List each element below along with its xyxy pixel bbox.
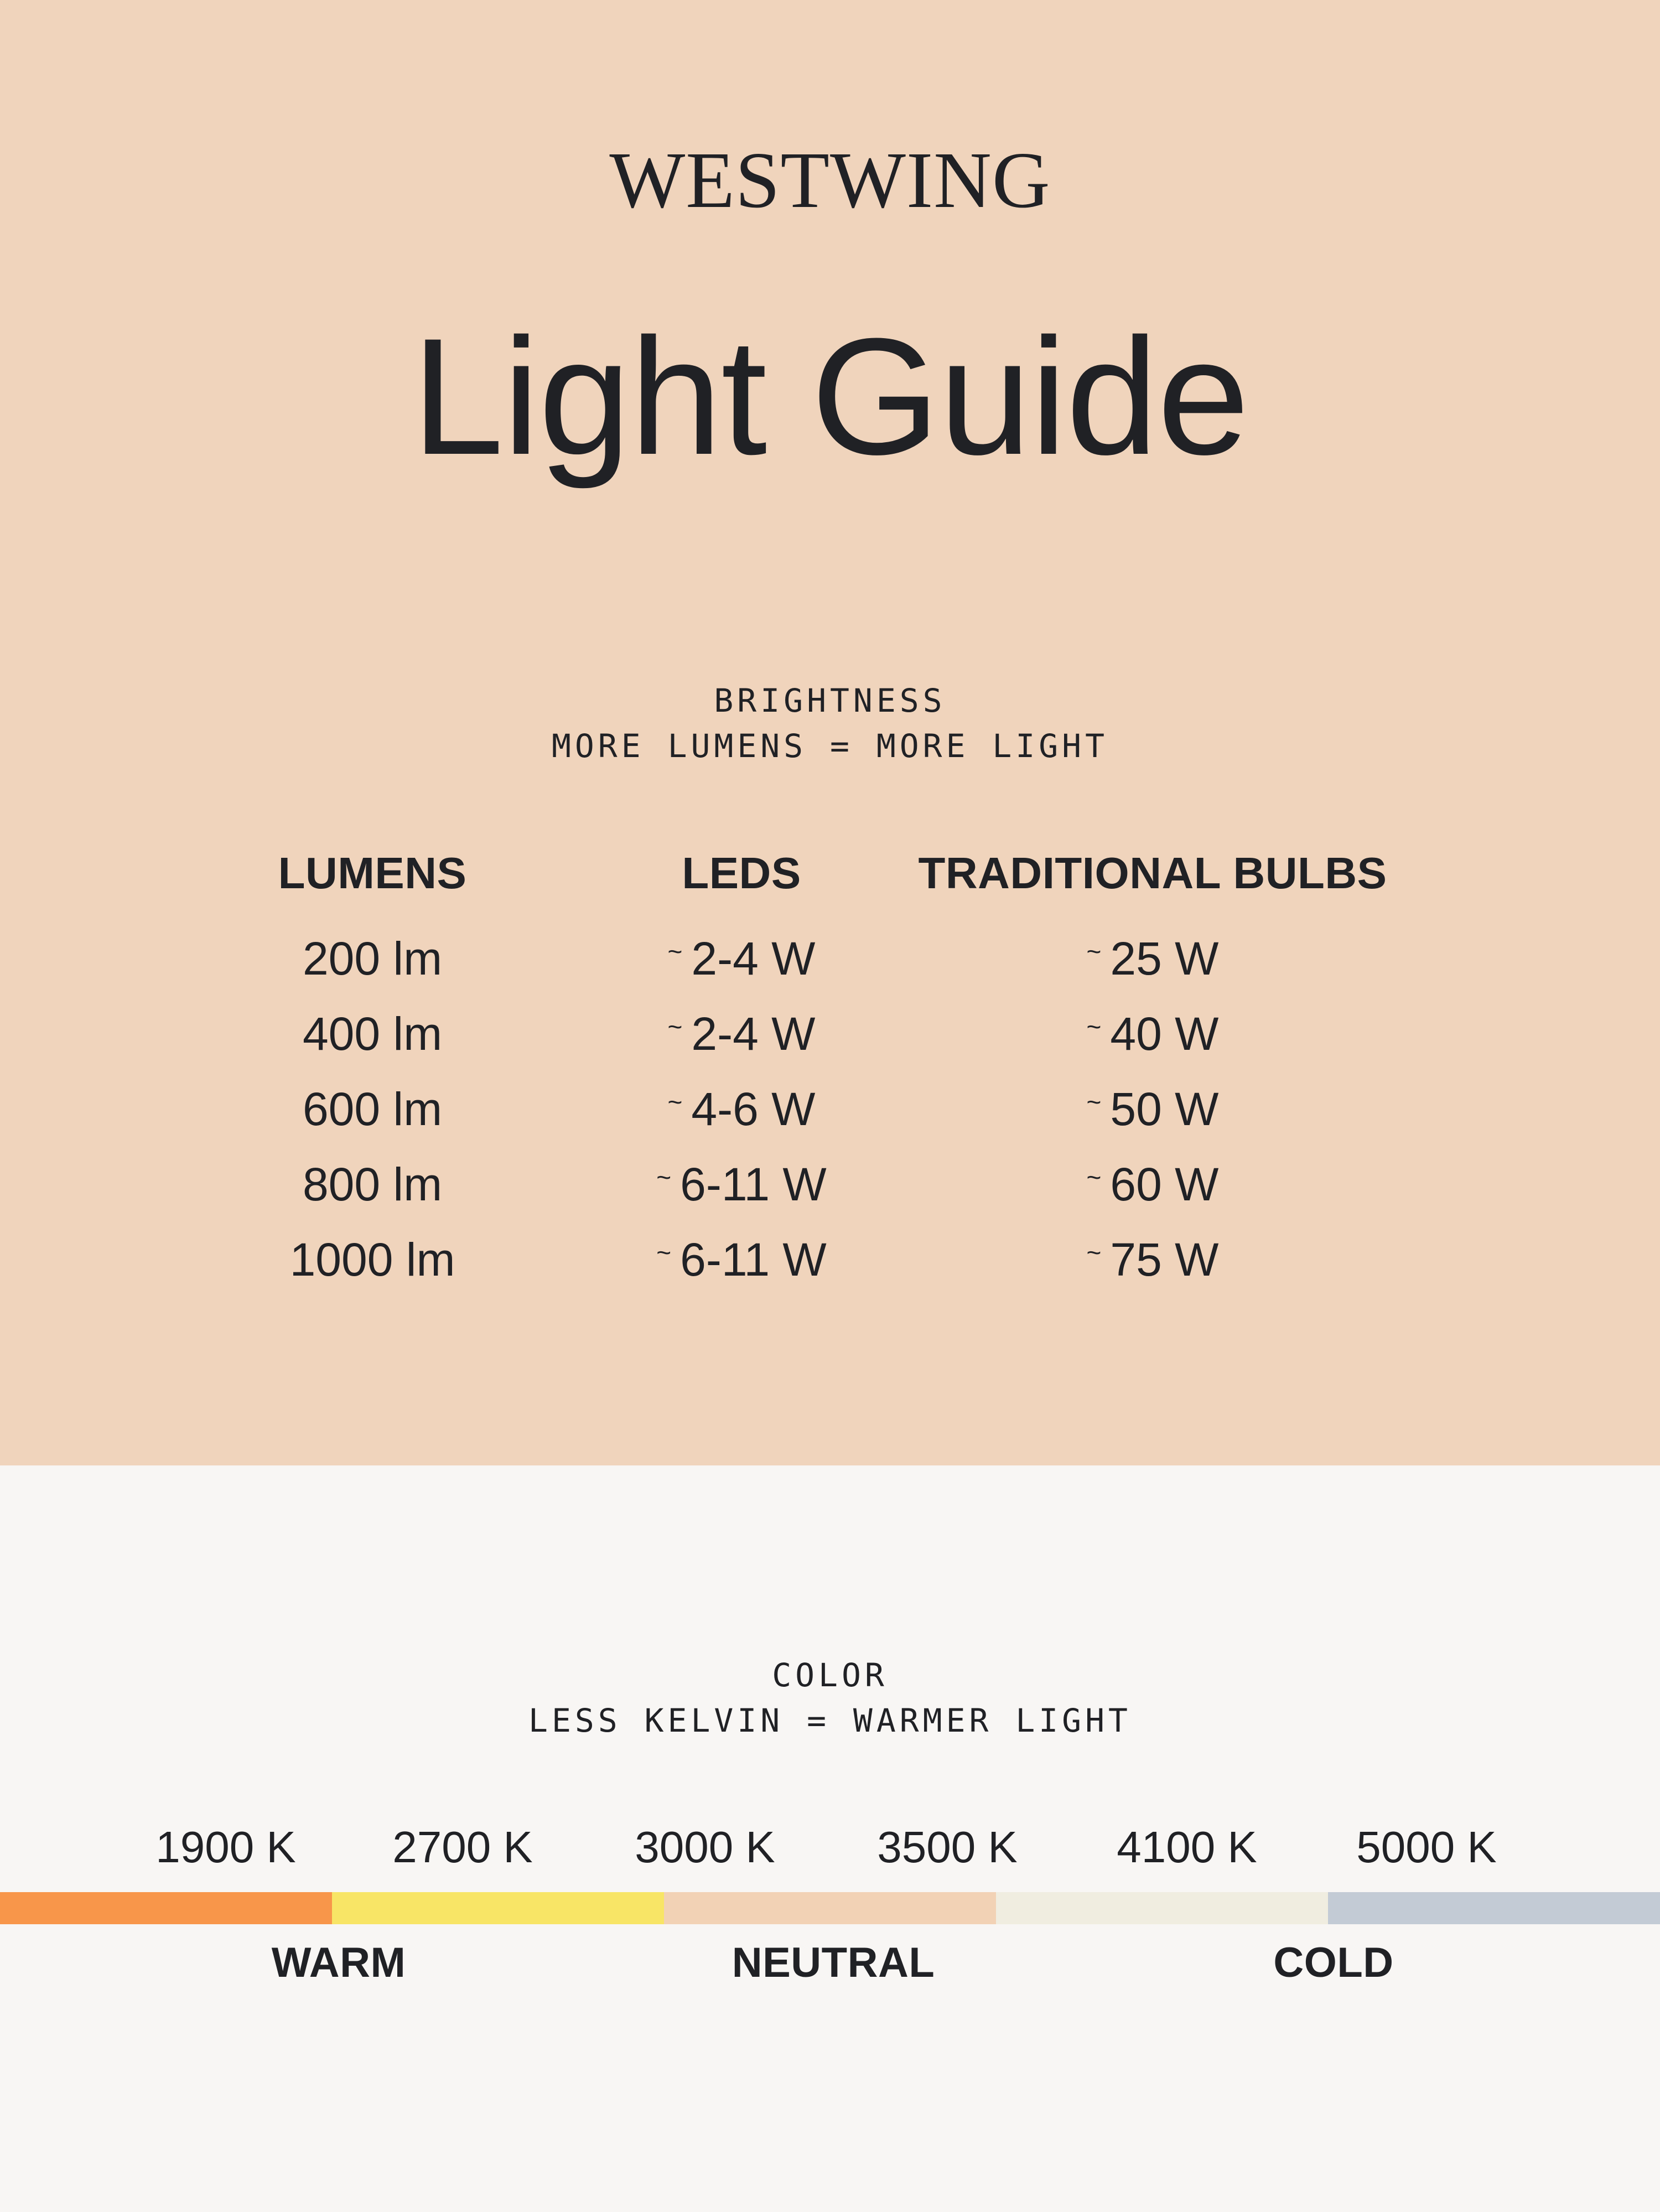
- approx-symbol: ~: [1086, 937, 1102, 966]
- table-header-row: [0, 848, 1660, 906]
- brand-logo: WESTWING: [609, 136, 1051, 225]
- bulb-watt-value: ~ 25 W: [1086, 933, 1219, 985]
- approx-symbol: ~: [656, 1238, 672, 1267]
- bulb-watt-value: ~ 75 W: [1086, 1234, 1219, 1286]
- bar-segment-cold-blue-gray: [1328, 1892, 1660, 1924]
- color-subheading: LESS KELVIN = WARMER LIGHT: [528, 1702, 1132, 1739]
- approx-symbol: ~: [1086, 1087, 1102, 1116]
- bar-segment-warm-yellow: [332, 1892, 664, 1924]
- lumens-value: 1000 lm: [289, 1234, 455, 1286]
- lumens-value: 600 lm: [302, 1083, 443, 1135]
- led-watt-value: ~ 6-11 W: [656, 1158, 827, 1210]
- approx-symbol: ~: [1086, 1238, 1102, 1267]
- column-header-traditional-bulbs: TRADITIONAL BULBS: [918, 848, 1387, 898]
- color-temperature-bar: [0, 1892, 1660, 1924]
- approx-symbol: ~: [667, 937, 683, 966]
- bulb-watt-value: ~ 40 W: [1086, 1008, 1219, 1060]
- kelvin-label-1900: 1900 K: [155, 1822, 296, 1872]
- approx-symbol: ~: [1086, 1012, 1102, 1041]
- approx-symbol: ~: [1086, 1163, 1102, 1192]
- approx-symbol: ~: [667, 1087, 683, 1116]
- led-watt-value: ~ 4-6 W: [667, 1083, 816, 1135]
- column-header-lumens: LUMENS: [278, 848, 467, 898]
- table-row: [0, 935, 1660, 991]
- led-watt-value: ~ 6-11 W: [656, 1234, 827, 1286]
- bar-segment-neutral-ivory: [996, 1892, 1328, 1924]
- led-watt-value: ~ 2-4 W: [667, 1008, 816, 1060]
- table-row: [0, 1158, 1660, 1216]
- brightness-subheading: MORE LUMENS = MORE LIGHT: [551, 727, 1109, 765]
- bulb-watt-value: ~ 50 W: [1086, 1083, 1219, 1135]
- table-row: [0, 1008, 1660, 1066]
- kelvin-label-2700: 2700 K: [392, 1822, 533, 1872]
- table-row: [0, 1083, 1660, 1141]
- page-title: Light Guide: [411, 303, 1249, 489]
- temp-label-warm: WARM: [271, 1939, 406, 1986]
- color-heading: COLOR: [772, 1656, 888, 1694]
- approx-symbol: ~: [656, 1163, 672, 1192]
- kelvin-label-5000: 5000 K: [1356, 1822, 1497, 1872]
- lumens-value: 800 lm: [302, 1158, 443, 1210]
- column-header-leds: LEDS: [682, 848, 801, 898]
- brightness-intro: [0, 678, 1660, 769]
- temp-label-cold: COLD: [1273, 1939, 1394, 1986]
- kelvin-label-4100: 4100 K: [1117, 1822, 1257, 1872]
- color-intro: [0, 1652, 1660, 1743]
- lumens-value: 200 lm: [302, 933, 443, 985]
- temp-label-neutral: NEUTRAL: [732, 1939, 935, 1986]
- bar-segment-warm-orange: [0, 1892, 332, 1924]
- table-row: [0, 1236, 1660, 1292]
- lumens-value: 400 lm: [302, 1008, 443, 1060]
- approx-symbol: ~: [667, 1012, 683, 1041]
- kelvin-label-3000: 3000 K: [635, 1822, 775, 1872]
- brightness-heading: BRIGHTNESS: [714, 682, 946, 719]
- led-watt-value: ~ 2-4 W: [667, 933, 816, 985]
- bar-segment-neutral-peach: [664, 1892, 996, 1924]
- bulb-watt-value: ~ 60 W: [1086, 1158, 1219, 1210]
- kelvin-label-3500: 3500 K: [877, 1822, 1018, 1872]
